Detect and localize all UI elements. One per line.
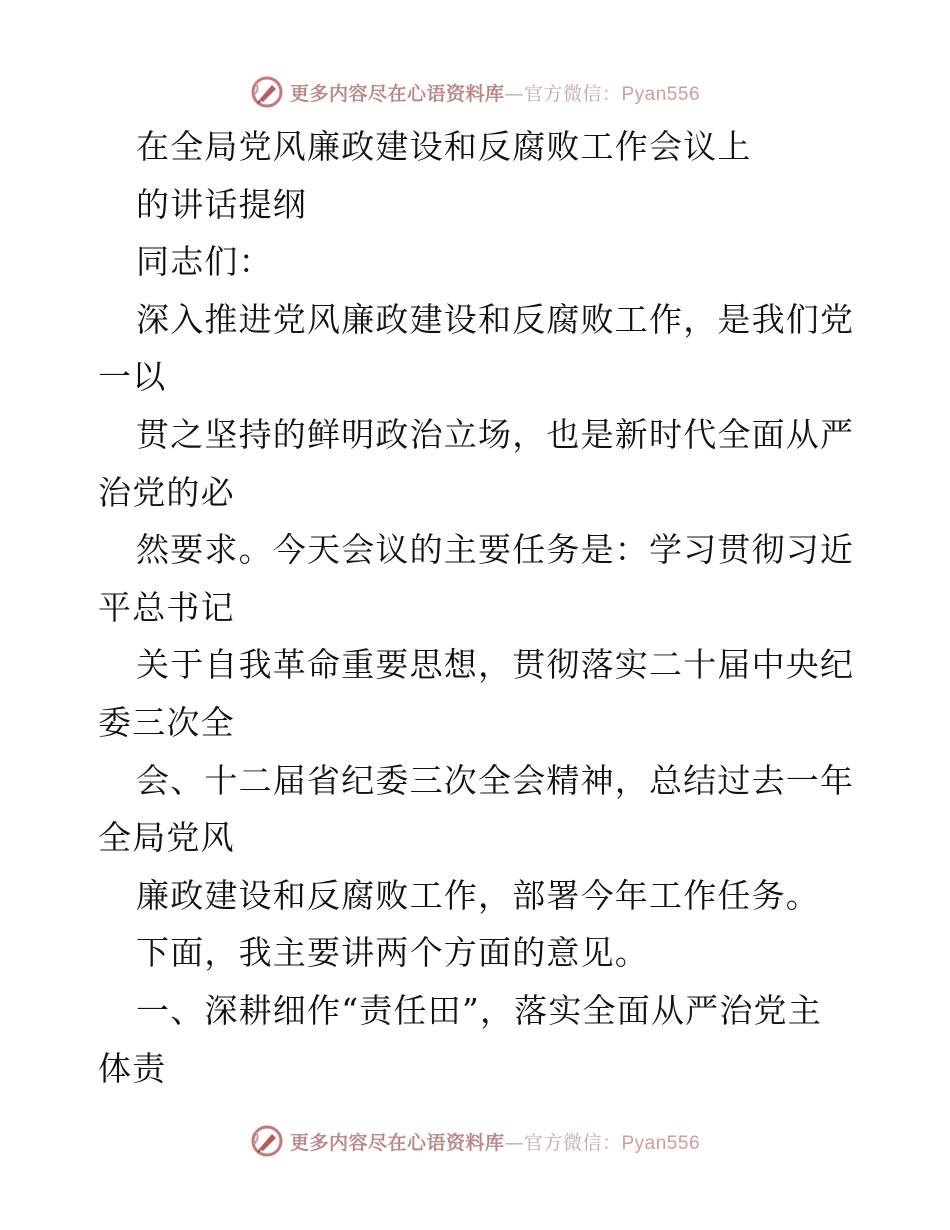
paragraph-line: 委三次全: [98, 702, 235, 742]
paragraph-line: 深入推进党风廉政建设和反腐败工作，是我们党: [136, 299, 855, 339]
paragraph-line: 关于自我革命重要思想，贯彻落实二十届中央纪: [136, 645, 855, 685]
watermark-text: [290, 1128, 700, 1155]
document-body: [98, 118, 858, 1097]
watermark-wechat-id: Pyan556: [621, 83, 701, 105]
section-heading-line: 一、深耕细作“责任田”，落实全面从严治党主: [136, 990, 822, 1030]
paragraph-line: 然要求。今天会议的主要任务是：学习贯彻习近: [136, 530, 855, 570]
paragraph-line: 一以: [98, 357, 167, 397]
paragraph-line: 下面，我主要讲两个方面的意见。: [136, 933, 649, 973]
paragraph-line: 全局党风: [98, 818, 235, 858]
watermark-text: [290, 79, 700, 106]
pen-logo-icon: [250, 75, 284, 109]
document-title-line-2: 的讲话提纲: [136, 184, 307, 224]
watermark-brand: 更多内容尽在心语资料库: [289, 82, 505, 105]
watermark-brand: 更多内容尽在心语资料库: [289, 1131, 505, 1154]
pen-logo-icon: [250, 1124, 284, 1158]
document-title-line-1: 在全局党风廉政建设和反腐败工作会议上: [136, 127, 752, 166]
watermark-separator: —: [504, 82, 524, 105]
paragraph-line: 廉政建设和反腐败工作，部署今年工作任务。: [136, 875, 820, 915]
section-heading-line: 体责: [98, 1048, 167, 1088]
salutation: 同志们：: [136, 242, 273, 282]
watermark-footer: [0, 1121, 950, 1161]
watermark-separator: —: [504, 1131, 524, 1154]
watermark-header: [0, 72, 950, 112]
watermark-wechat-id: Pyan556: [621, 1132, 701, 1154]
paragraph-line: 平总书记: [98, 587, 235, 627]
watermark-wechat-label: 官方微信：: [523, 1131, 622, 1154]
paragraph-line: 贯之坚持的鲜明政治立场，也是新时代全面从严: [136, 414, 855, 454]
paragraph-line: 会、十二届省纪委三次全会精神，总结过去一年: [136, 760, 855, 800]
paragraph-line: 治党的必: [98, 472, 235, 512]
watermark-wechat-label: 官方微信：: [523, 82, 622, 105]
